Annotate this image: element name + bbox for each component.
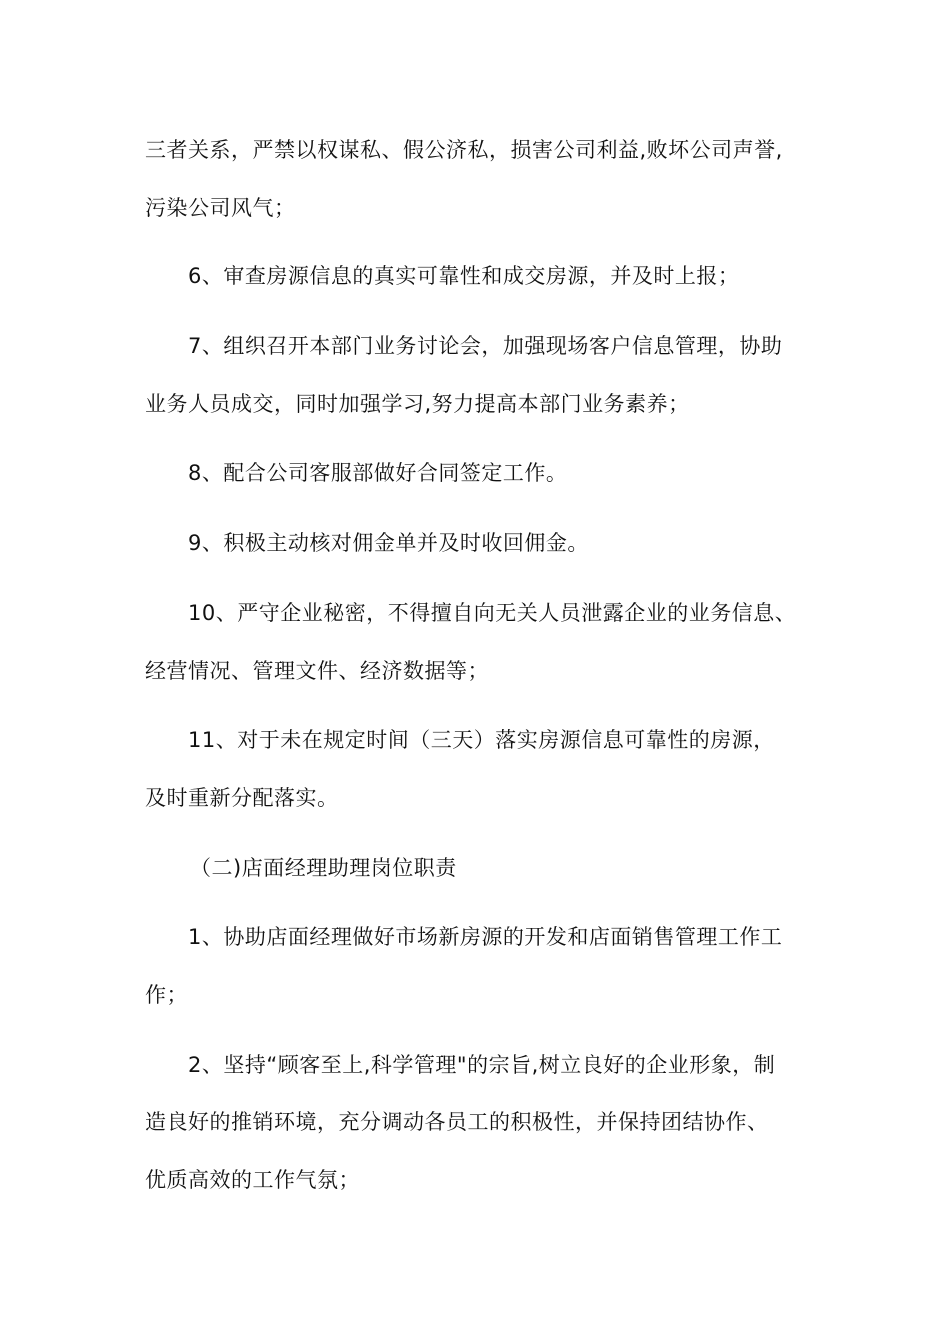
text-line: 6、审查房源信息的真实可靠性和成交房源，并及时上报； <box>188 264 740 288</box>
text-line: 8、配合公司客服部做好合同签定工作。 <box>188 461 568 485</box>
section-heading: （二)店面经理助理岗位职责 <box>190 856 457 880</box>
text-line: 7、组织召开本部门业务讨论会，加强现场客户信息管理，协助 <box>188 334 783 358</box>
text-line: 及时重新分配落实。 <box>145 786 339 810</box>
text-line: 1、协助店面经理做好市场新房源的开发和店面销售管理工作工 <box>188 925 783 949</box>
text-line: 10、严守企业秘密，不得擅自向无关人员泄露企业的业务信息、 <box>188 601 797 625</box>
text-line: 2、坚持“顾客至上,科学管理"的宗旨,树立良好的企业形象，制 <box>188 1053 776 1077</box>
text-line: 11、对于未在规定时间（三天）落实房源信息可靠性的房源， <box>188 728 775 752</box>
text-line: 三者关系，严禁以权谋私、假公济私，损害公司利益,败坏公司声誉, <box>145 138 783 162</box>
text-line: 作； <box>145 983 188 1007</box>
text-line: 经营情况、管理文件、经济数据等； <box>145 659 489 683</box>
text-line: 9、积极主动核对佣金单并及时收回佣金。 <box>188 531 589 555</box>
text-line: 优质高效的工作气氛； <box>145 1168 360 1192</box>
text-line: 业务人员成交，同时加强学习,努力提高本部门业务素养； <box>145 392 690 416</box>
text-line: 造良好的推销环境，充分调动各员工的积极性，并保持团结协作、 <box>145 1110 769 1134</box>
text-line: 污染公司风气； <box>145 196 296 220</box>
